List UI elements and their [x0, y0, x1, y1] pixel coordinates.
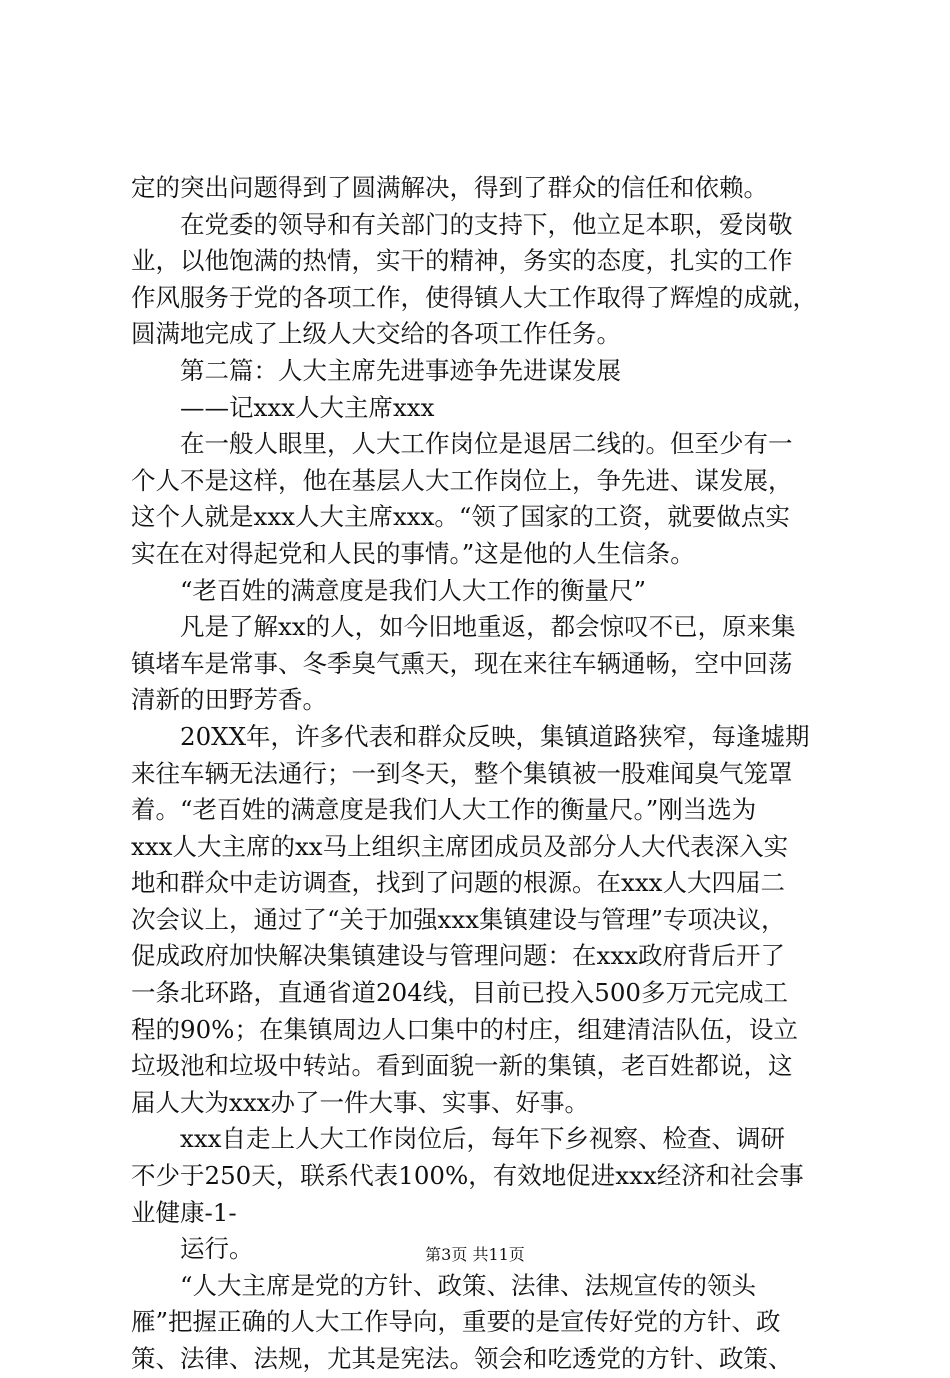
text-line: “人大主席是党的方针、政策、法律、法规宣传的领头 — [180, 1270, 757, 1300]
text-line: 第二篇：人大主席先进事迹争先进谋发展 — [180, 355, 621, 385]
text-line: 一条北环路，直通省道204线，目前已投入500多万元完成工 — [131, 978, 789, 1008]
text-line: xxx人大主席的xx马上组织主席团成员及部分人大代表深入实 — [131, 831, 789, 861]
text-line: 届人大为xxx办了一件大事、实事、好事。 — [131, 1087, 589, 1117]
text-line: 在一般人眼里，人大工作岗位是退居二线的。但至少有一 — [180, 429, 793, 459]
text-line: 20XX年，许多代表和群众反映，集镇道路狭窄，每逢墟期 — [180, 721, 810, 751]
text-line: 镇堵车是常事、冬季臭气熏天，现在来往车辆通畅，空中回荡 — [131, 648, 793, 678]
page-footer: 第3页 共11页 — [425, 1245, 525, 1264]
text-line: 运行。 — [180, 1234, 254, 1264]
text-line: 不少于250天，联系代表100%，有效地促进xxx经济和社会事 — [131, 1161, 804, 1191]
text-line: 业，以他饱满的热情，实干的精神，务实的态度，扎实的工作 — [131, 246, 793, 276]
text-line: xxx自走上人大工作岗位后，每年下乡视察、检查、调研 — [180, 1124, 785, 1154]
text-line: 凡是了解xx的人，如今旧地重返，都会惊叹不已，原来集 — [180, 612, 796, 642]
text-line: 定的突出问题得到了圆满解决，得到了群众的信任和依赖。 — [131, 173, 768, 202]
text-line: 在党委的领导和有关部门的支持下，他立足本职，爱岗敬 — [180, 209, 793, 239]
text-line: 这个人就是xxx人大主席xxx。“领了国家的工资，就要做点实 — [131, 502, 790, 532]
text-line: 地和群众中走访调查，找到了问题的根源。在xxx人大四届二 — [131, 868, 785, 898]
text-line: 着。“老百姓的满意度是我们人大工作的衡量尺。”刚当选为 — [131, 795, 757, 825]
text-line: 策、法律、法规，尤其是宪法。领会和吃透党的方针、政策、 — [131, 1344, 793, 1373]
text-line: ——记xxx人大主席xxx — [180, 392, 435, 422]
text-line: 次会议上，通过了“关于加强xxx集镇建设与管理”专项决议， — [131, 904, 786, 934]
text-line: 雁”把握正确的人大工作导向，重要的是宣传好党的方针、政 — [131, 1307, 781, 1337]
text-line: “老百姓的满意度是我们人大工作的衡量尺” — [180, 575, 647, 605]
text-line: 促成政府加快解决集镇建设与管理问题：在xxx政府背后开了 — [131, 941, 785, 971]
text-line: 实在在对得起党和人民的事情。”这是他的人生信条。 — [131, 538, 695, 568]
text-line: 个人不是这样，他在基层人大工作岗位上，争先进、谋发展， — [131, 465, 793, 495]
text-line: 圆满地完成了上级人大交给的各项工作任务。 — [131, 319, 621, 349]
text-line: 清新的田野芳香。 — [131, 685, 327, 715]
document-body — [131, 170, 831, 1378]
text-line: 垃圾池和垃圾中转站。看到面貌一新的集镇，老百姓都说，这 — [131, 1051, 793, 1081]
text-line: 程的90%；在集镇周边人口集中的村庄，组建清洁队伍，设立 — [131, 1014, 798, 1044]
text-line: 业健康-1- — [131, 1197, 237, 1227]
text-line: 作风服务于党的各项工作，使得镇人大工作取得了辉煌的成就， — [131, 282, 817, 312]
text-line: 来往车辆无法通行；一到冬天，整个集镇被一股难闻臭气笼罩 — [131, 758, 793, 788]
